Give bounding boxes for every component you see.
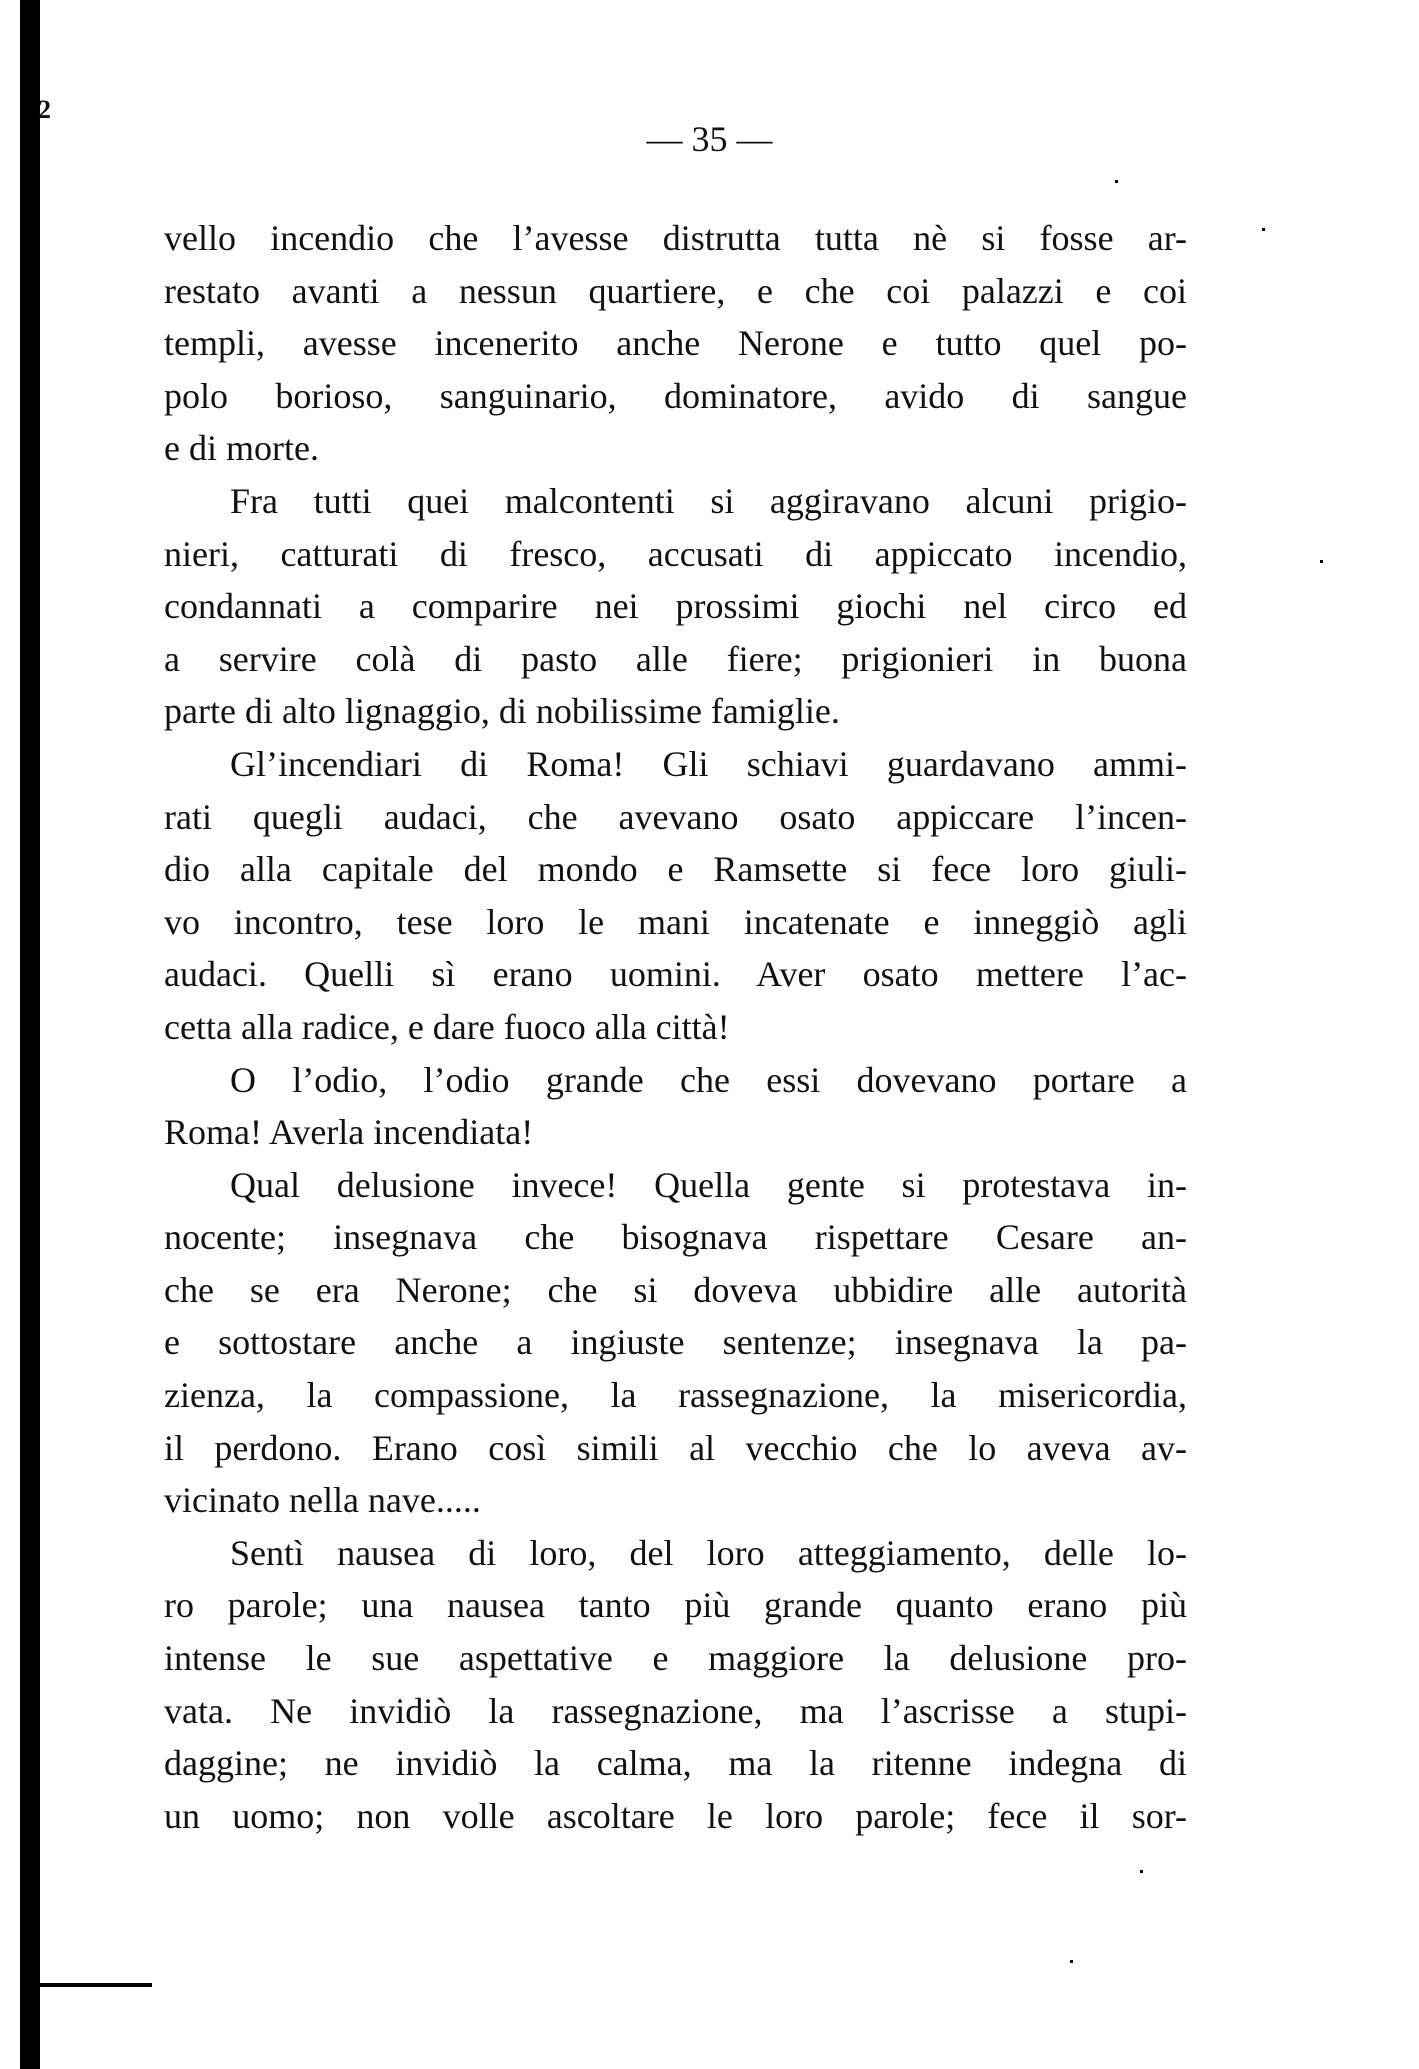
text-line: cetta alla radice, e dare fuoco alla città! xyxy=(164,1006,730,1047)
text-line: parte di alto lignaggio, di nobilissime famiglie. xyxy=(164,691,840,732)
page-body xyxy=(164,212,1187,1842)
text-line: e sottostare anche a ingiuste sentenze; insegnava la pa- xyxy=(164,1322,1187,1363)
text-line: dio alla capitale del mondo e Ramsette si fece loro giuli- xyxy=(164,849,1187,890)
text-line: a servire colà di pasto alle fiere; prigionieri in buona xyxy=(164,638,1187,679)
text-line: zienza, la compassione, la rassegnazione, la misericordia, xyxy=(164,1375,1187,1416)
scan-speck xyxy=(1320,560,1323,563)
text-line: vicinato nella nave..... xyxy=(164,1480,481,1521)
text-line: ro parole; una nausea tanto più grande quanto erano più xyxy=(164,1585,1187,1626)
text-line: intense le sue aspettative e maggiore la delusione pro- xyxy=(164,1638,1187,1679)
scan-speck xyxy=(1262,228,1265,231)
text-line: vata. Ne invidiò la rassegnazione, ma l’ascrisse a stupi- xyxy=(164,1690,1187,1731)
binding-mark xyxy=(40,1983,152,1987)
text-line: che se era Nerone; che si doveva ubbidire alle autorità xyxy=(164,1269,1187,1310)
text-line: polo borioso, sanguinario, dominatore, avido di sangue xyxy=(164,375,1187,416)
text-line: il perdono. Erano così simili al vecchio che lo aveva av- xyxy=(164,1427,1187,1468)
text-line: rati quegli audaci, che avevano osato appiccare l’incen- xyxy=(164,796,1187,837)
scan-speck xyxy=(1140,1870,1143,1873)
text-line: un uomo; non volle ascoltare le loro parole; fece il sor- xyxy=(164,1795,1187,1836)
text-line: nieri, catturati di fresco, accusati di appiccato incendio, xyxy=(164,533,1187,574)
text-line: daggine; ne invidiò la calma, ma la ritenne indegna di xyxy=(164,1743,1187,1784)
text-line: restato avanti a nessun quartiere, e che coi palazzi e coi xyxy=(164,270,1187,311)
text-line: O l’odio, l’odio grande che essi dovevano portare a xyxy=(230,1059,1187,1100)
margin-mark: 2 xyxy=(38,95,51,124)
text-line: Fra tutti quei malcontenti si aggiravano alcuni prigio- xyxy=(230,480,1187,521)
text-line: e di morte. xyxy=(164,428,319,469)
text-line: vello incendio che l’avesse distrutta tutta nè si fosse ar- xyxy=(164,218,1187,258)
text-line: audaci. Quelli sì erano uomini. Aver osato mettere l’ac- xyxy=(164,954,1187,995)
binding-edge xyxy=(20,0,40,2069)
text-line: templi, avesse incenerito anche Nerone e tutto quel po- xyxy=(164,323,1187,364)
page-number: — 35 — xyxy=(646,119,773,159)
text-line: Gl’incendiari di Roma! Gli schiavi guardavano ammi- xyxy=(230,743,1187,784)
text-line: Qual delusione invece! Quella gente si protestava in- xyxy=(230,1164,1187,1205)
text-line: Sentì nausea di loro, del loro atteggiamento, delle lo- xyxy=(230,1532,1187,1573)
scan-speck xyxy=(1070,1960,1073,1963)
scan-speck xyxy=(1115,180,1118,183)
text-line: nocente; insegnava che bisognava rispettare Cesare an- xyxy=(164,1217,1187,1258)
text-line: vo incontro, tese loro le mani incatenate e inneggiò agli xyxy=(164,901,1187,942)
text-line: Roma! Averla incendiata! xyxy=(164,1112,534,1153)
text-line: condannati a comparire nei prossimi giochi nel circo ed xyxy=(164,586,1187,627)
